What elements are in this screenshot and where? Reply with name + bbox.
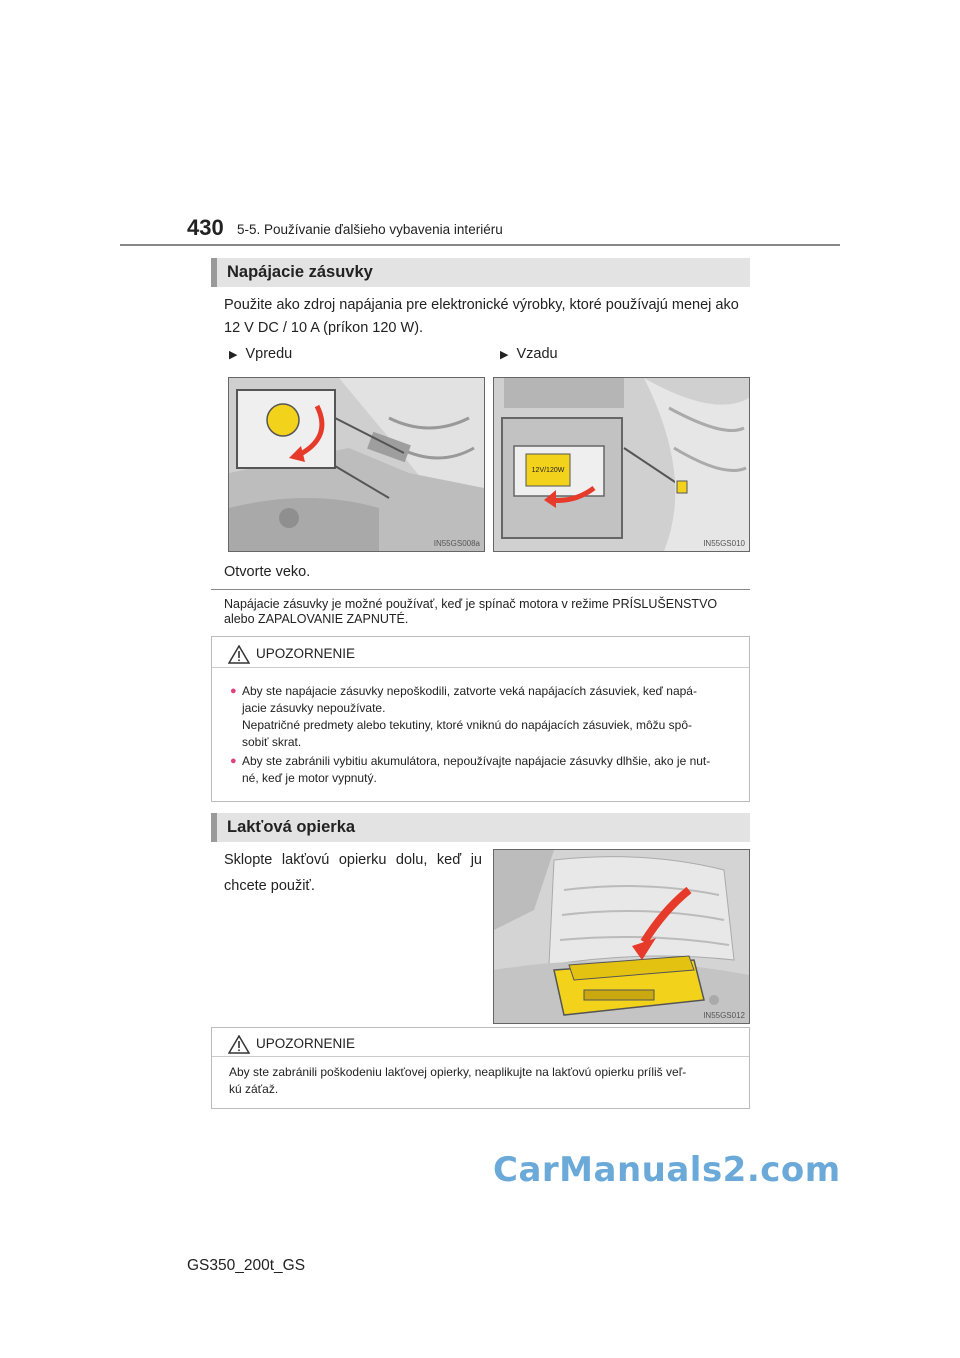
warning-item-2 [230, 753, 741, 787]
armrest-text [224, 847, 482, 899]
divider [211, 589, 750, 590]
warning-item-1-line-4: sobiť skrat. [242, 735, 302, 749]
chapter-title: 5-5. Používanie ďalšieho vybavenia interiéru [237, 222, 503, 237]
warning-separator [212, 667, 749, 668]
usage-note [224, 597, 717, 627]
usage-note-line-1: Napájacie zásuvky je možné používať, keď je spínač motora v režime PRÍSLUŠENSTVO [224, 597, 718, 611]
warning-title: UPOZORNENIE [256, 1036, 356, 1051]
intro-line-2: 12 V DC / 10 A (príkon 120 W). [224, 320, 424, 336]
warning-title: UPOZORNENIE [256, 646, 356, 661]
warning-item-2-line-2: né, keď je motor vypnutý. [242, 771, 377, 785]
photo-armrest [493, 849, 750, 1024]
triangle-icon: ▶ [229, 349, 238, 361]
photo-armrest-code: IN55GS012 [703, 1011, 745, 1020]
label-front [229, 346, 292, 362]
section-heading-armrest: Lakťová opierka [211, 813, 750, 842]
armrest-illustration [494, 850, 749, 1023]
front-outlet-illustration [229, 378, 484, 551]
bullet-icon: ● [230, 755, 237, 767]
photo-rear-code: IN55GS010 [703, 539, 745, 548]
warning-armrest-line-2: kú záťaž. [229, 1082, 279, 1096]
model-code: GS350_200t_GS [187, 1257, 306, 1274]
label-rear-text: Vzadu [516, 346, 558, 362]
warning-item-1-line-2: jacie zásuvky nepoužívate. [242, 701, 386, 715]
section-heading-power-outlets: Napájacie zásuvky [211, 258, 750, 287]
warning-armrest-text [229, 1064, 741, 1098]
armrest-text-line-2: chcete použiť. [224, 878, 315, 894]
watermark-logo: CarManuals2.com [493, 1150, 841, 1190]
rear-outlet-illustration [494, 378, 749, 551]
triangle-icon: ▶ [500, 349, 509, 361]
warning-item-1 [230, 683, 741, 751]
warning-item-1-line-1: Aby ste napájacie zásuvky nepoškodili, zatvorte veká napájacích zásuviek, keď napá- [242, 684, 697, 698]
warning-item-1-line-3: Nepatričné predmety alebo tekutiny, ktoré vniknú do napájacích zásuviek, môžu spô- [242, 718, 693, 732]
socket-label: 12V/120W [531, 467, 565, 474]
intro-text [224, 294, 739, 340]
page-number: 430 [187, 215, 224, 240]
warning-box-outlets [211, 636, 750, 802]
usage-note-line-2: alebo ZAPALOVANIE ZAPNUTÉ. [224, 612, 409, 626]
warning-item-2-line-1: Aby ste zabránili vybitiu akumulátora, nepoužívajte napájacie zásuvky dlhšie, ako je nut- [242, 754, 711, 768]
photo-rear-outlet [493, 377, 750, 552]
bullet-icon: ● [230, 685, 237, 697]
intro-line-1: Použite ako zdroj napájania pre elektronické výrobky, ktoré používajú menej ako [224, 297, 739, 313]
warning-armrest-line-1: Aby ste zabránili poškodeniu lakťovej opierky, neaplikujte na lakťovú opierku príliš veľ- [229, 1065, 687, 1079]
warning-box-armrest [211, 1027, 750, 1109]
photo-front-outlet [228, 377, 485, 552]
warning-triangle-icon [228, 645, 250, 664]
photo-front-code: IN55GS008a [433, 539, 480, 548]
header-rule [120, 244, 840, 246]
label-rear [500, 346, 558, 362]
armrest-text-line-1: Sklopte lakťovú opierku dolu, keď ju [224, 852, 482, 868]
instruction-open-lid: Otvorte veko. [224, 564, 311, 580]
warning-triangle-icon [228, 1035, 250, 1054]
label-front-text: Vpredu [245, 346, 293, 362]
warning-separator [212, 1056, 749, 1057]
